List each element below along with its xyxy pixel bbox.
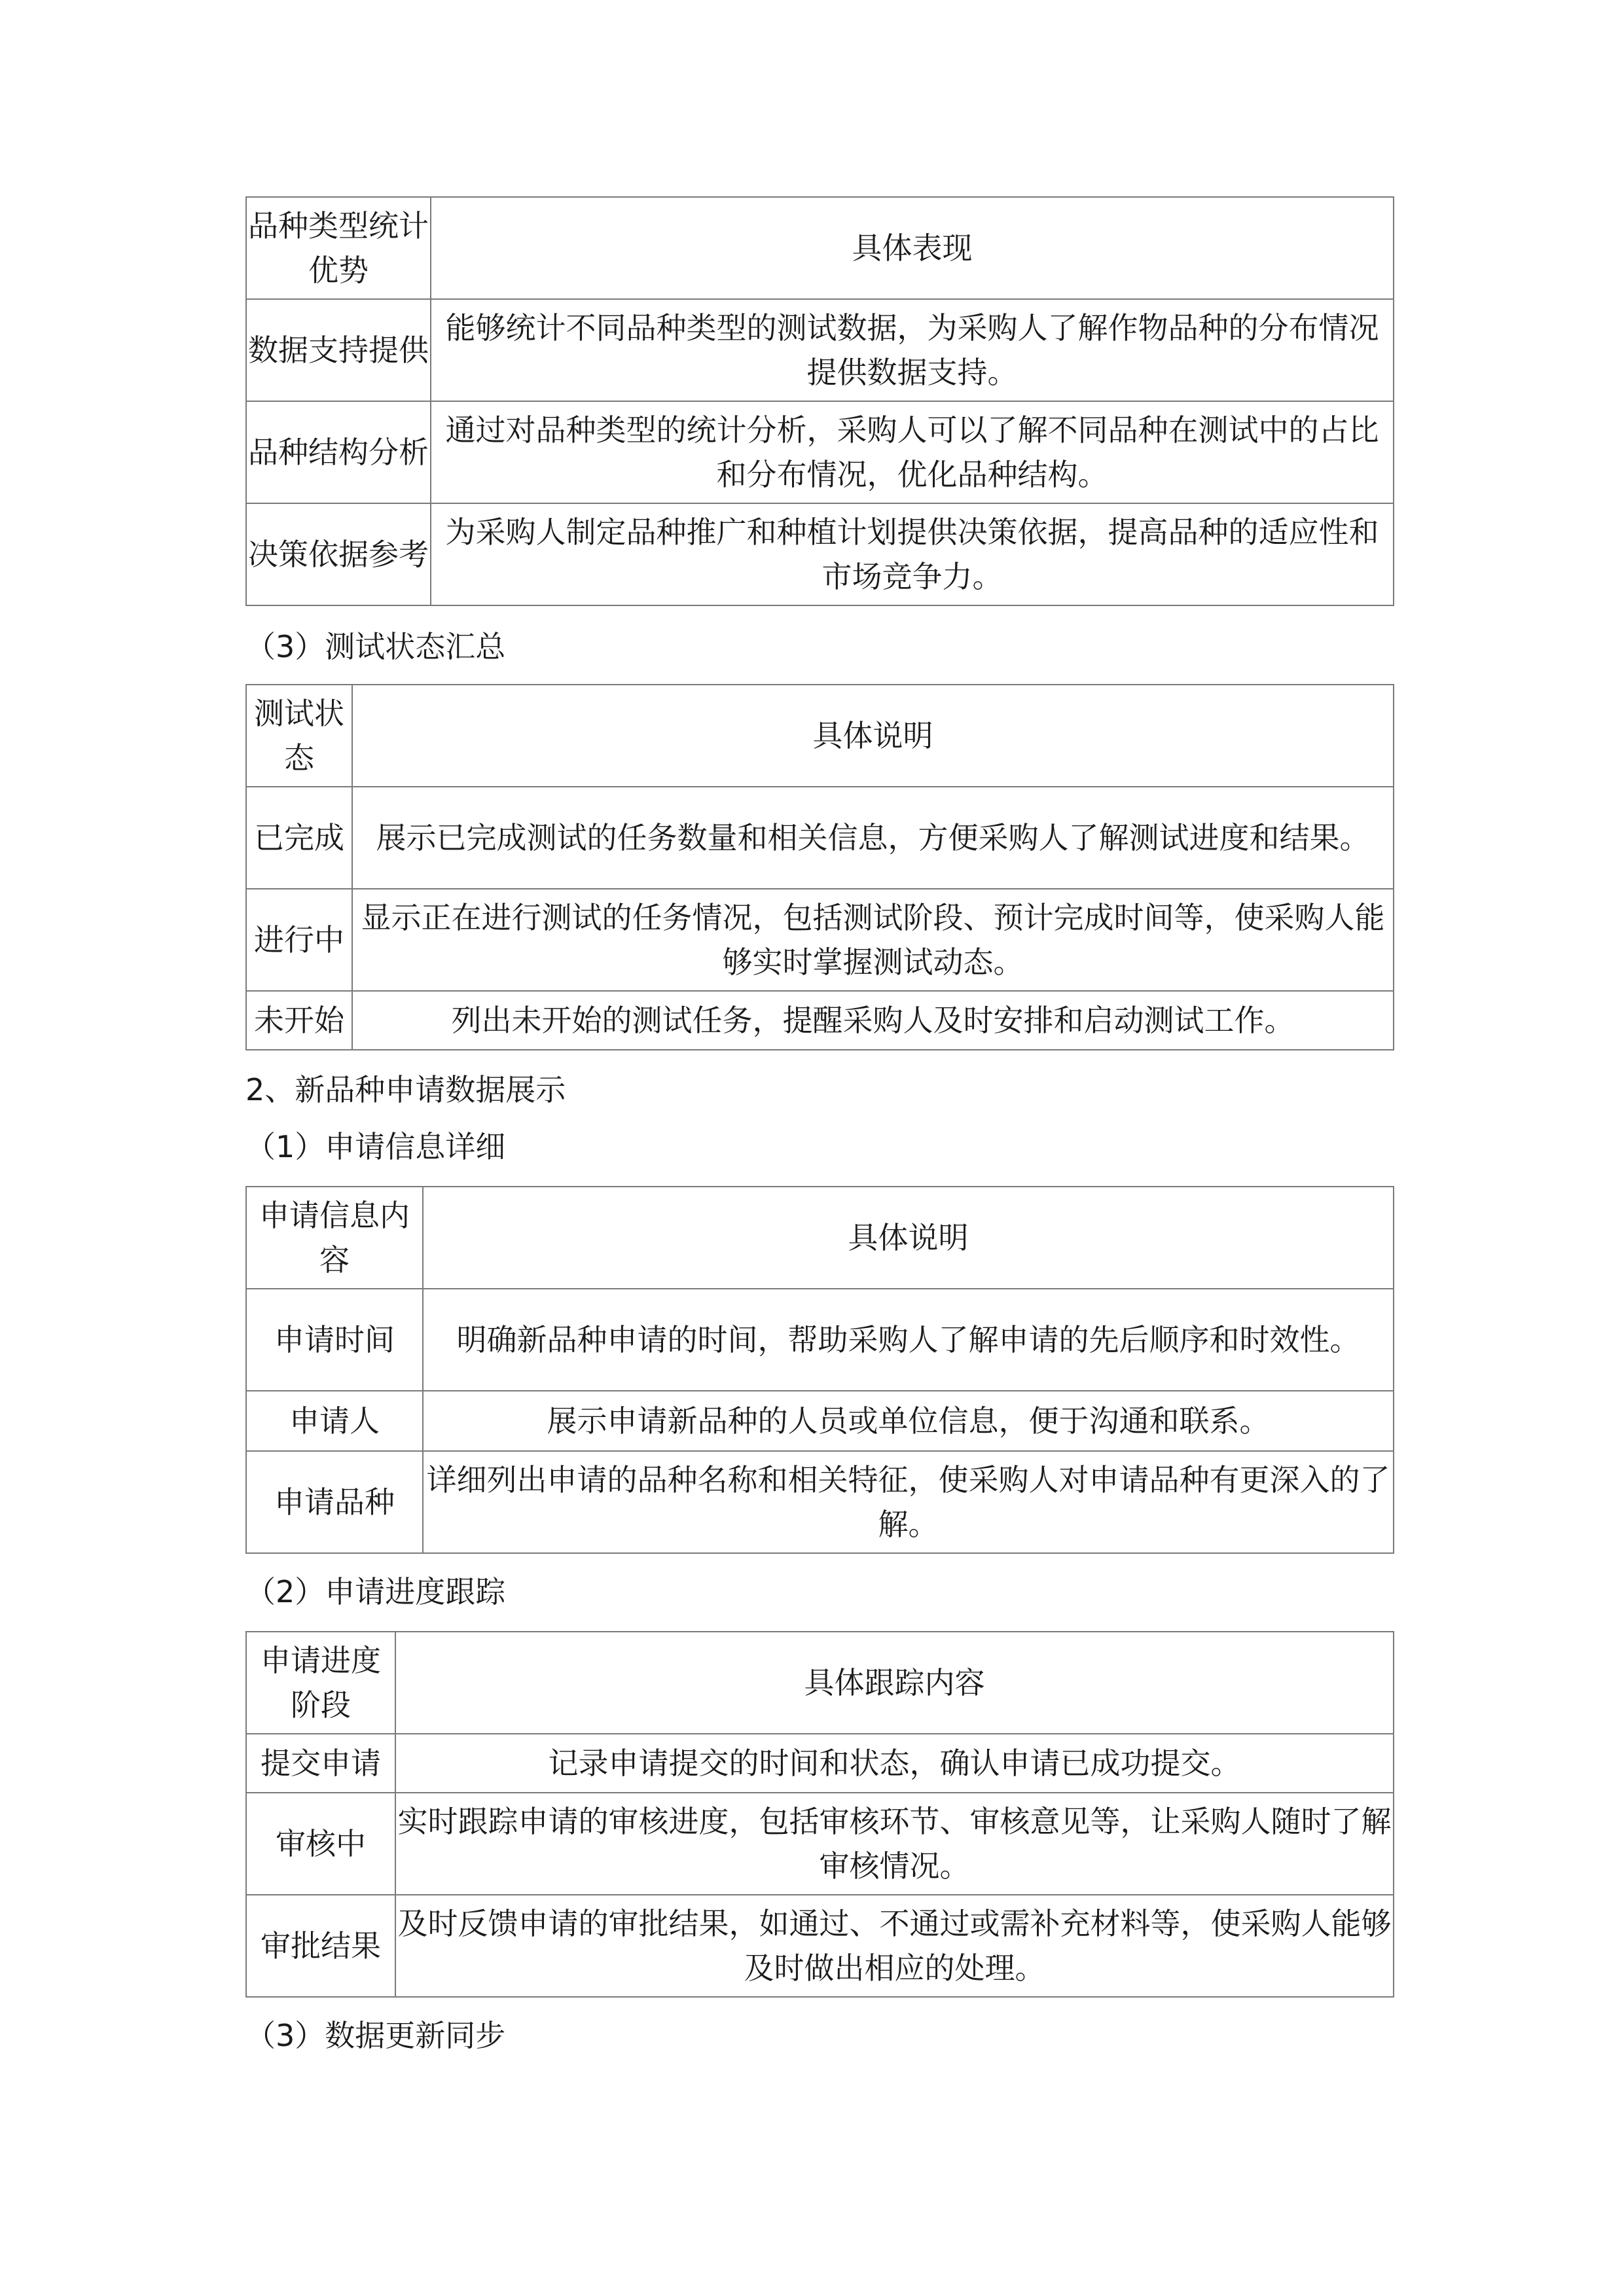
table-cell-text: 展示已完成测试的任务数量和相关信息，方便采购人了解测试进度和结果。 [352,787,1394,889]
table-header-cell: 具体说明 [423,1187,1394,1289]
table-header-row [246,1187,1394,1289]
application-progress-table [245,1631,1394,1998]
table-row [246,1895,1394,1997]
table-row [246,787,1394,889]
table-header-cell: 测试状态 [246,685,352,787]
subsection-heading: （1）申请信息详细 [245,1129,506,1164]
table-cell-text: 显示正在进行测试的任务情况，包括测试阶段、预计完成时间等，使采购人能够实时掌握测试动态。 [352,889,1394,991]
table-header-cell: 具体表现 [431,197,1394,299]
subsection-heading: （3）数据更新同步 [245,2018,506,2053]
table-cell-label: 申请人 [246,1391,423,1451]
table-cell-text: 详细列出申请的品种名称和相关特征，使采购人对申请品种有更深入的了解。 [423,1451,1394,1553]
table-row [246,401,1394,503]
table-row [246,503,1394,605]
table-cell-label: 申请品种 [246,1451,423,1553]
table-cell-label: 数据支持提供 [246,299,431,401]
table-row [246,1451,1394,1553]
section-heading: 2、新品种申请数据展示 [245,1072,566,1107]
subsection-heading: （2）申请进度跟踪 [245,1574,506,1609]
table-cell-text: 展示申请新品种的人员或单位信息，便于沟通和联系。 [423,1391,1394,1451]
table-row [246,889,1394,991]
table-cell-label: 审批结果 [246,1895,395,1997]
table-header-cell: 申请进度阶段 [246,1632,395,1734]
application-info-table [245,1186,1394,1554]
table-cell-label: 品种结构分析 [246,401,431,503]
table-cell-label: 审核中 [246,1793,395,1895]
section-heading: （3）测试状态汇总 [245,629,506,664]
table-cell-text: 实时跟踪申请的审核进度，包括审核环节、审核意见等，让采购人随时了解审核情况。 [395,1793,1394,1895]
table-cell-text: 明确新品种申请的时间，帮助采购人了解申请的先后顺序和时效性。 [423,1289,1394,1391]
table-header-cell: 品种类型统计优势 [246,197,431,299]
table-cell-label: 未开始 [246,991,352,1050]
test-status-table [245,684,1394,1050]
table-cell-label: 提交申请 [246,1734,395,1793]
table-cell-text: 列出未开始的测试任务，提醒采购人及时安排和启动测试工作。 [352,991,1394,1050]
table-cell-text: 通过对品种类型的统计分析，采购人可以了解不同品种在测试中的占比和分布情况，优化品种结构。 [431,401,1394,503]
table-header-row [246,1632,1394,1734]
table-row [246,1793,1394,1895]
table-header-row [246,197,1394,299]
table-cell-label: 进行中 [246,889,352,991]
table-row [246,991,1394,1050]
table-row [246,1289,1394,1391]
table-row [246,1391,1394,1451]
table-row [246,1734,1394,1793]
table-row [246,299,1394,401]
table-cell-text: 能够统计不同品种类型的测试数据，为采购人了解作物品种的分布情况提供数据支持。 [431,299,1394,401]
table-cell-label: 申请时间 [246,1289,423,1391]
table-header-row [246,685,1394,787]
table-cell-text: 为采购人制定品种推广和种植计划提供决策依据，提高品种的适应性和市场竞争力。 [431,503,1394,605]
table-cell-text: 及时反馈申请的审批结果，如通过、不通过或需补充材料等，使采购人能够及时做出相应的处理。 [395,1895,1394,1997]
variety-type-statistics-table [245,196,1394,606]
table-header-cell: 具体说明 [352,685,1394,787]
table-cell-label: 决策依据参考 [246,503,431,605]
table-cell-label: 已完成 [246,787,352,889]
table-header-cell: 申请信息内容 [246,1187,423,1289]
table-cell-text: 记录申请提交的时间和状态，确认申请已成功提交。 [395,1734,1394,1793]
table-header-cell: 具体跟踪内容 [395,1632,1394,1734]
